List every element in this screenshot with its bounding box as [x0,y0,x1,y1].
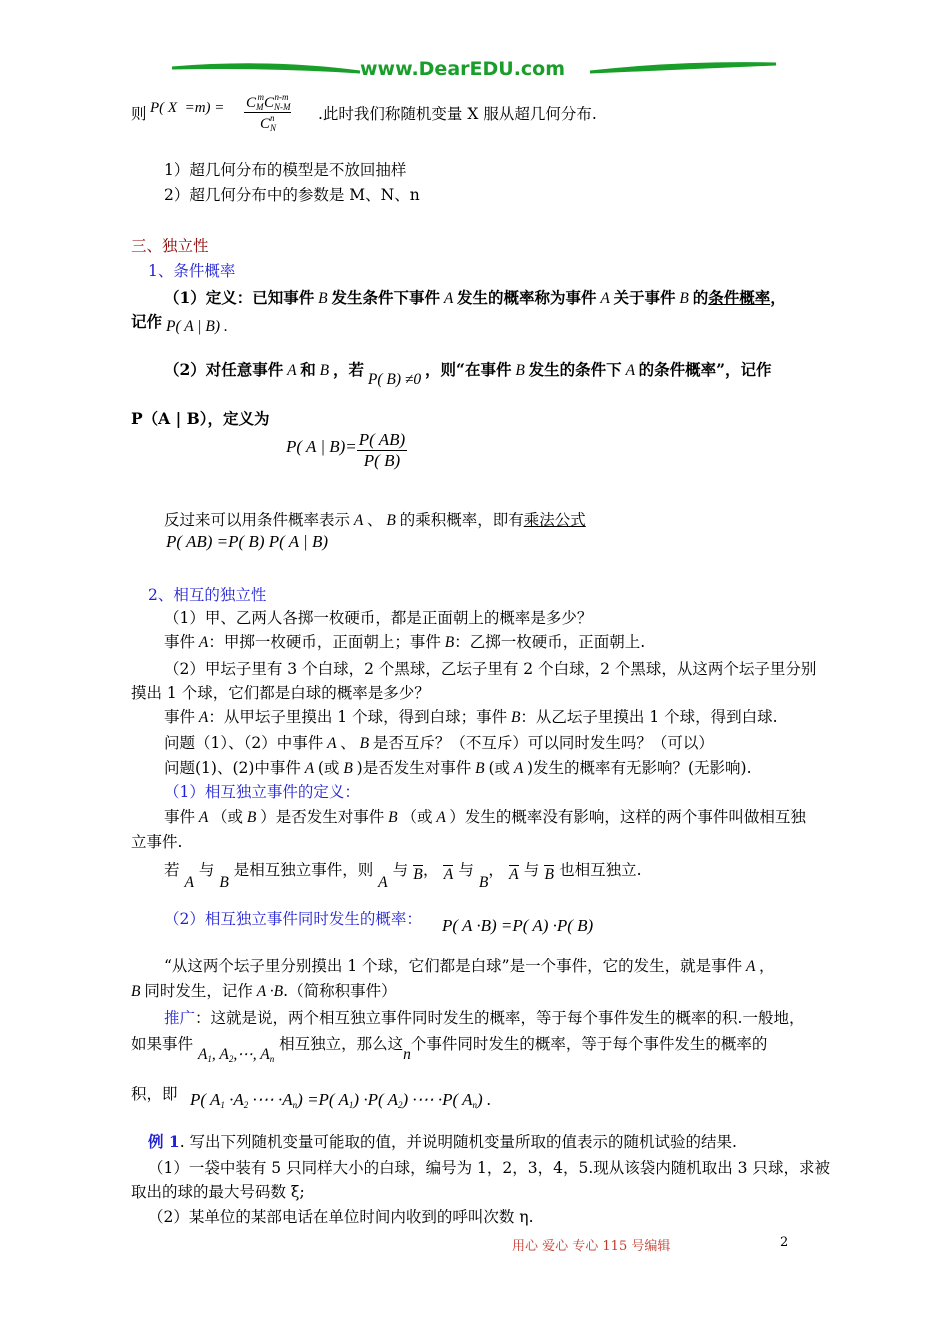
simul-title: （2）相互独立事件同时发生的概率： [164,910,422,928]
hyper-suffix: .此时我们称随机变量 X 服从超几何分布. [318,105,597,123]
sub2-title: 2、相互的独立性 [148,586,267,604]
hyper-line [131,96,147,123]
section3-title: 三、独立性 [131,237,209,255]
term-conditional-probability: 条件概率 [708,288,771,307]
def1-line2: 记作 [131,312,163,331]
cond-prob-formula: P( A | B)= $\frac{P( AB)}{P( B)}$ [286,430,406,470]
mult-formula: P( AB) =P( B) P( A | B) [166,532,329,551]
example-p2: （2）某单位的某部电话在单位时间内收到的呼叫次数 η. [148,1208,534,1226]
def1-formula: P( A | B) . [166,318,228,335]
q1-events: 事件 A：甲掷一枚硬币，正面朝上；事件 B：乙掷一枚硬币，正面朝上. [164,633,646,651]
quote-line1: “从这两个坛子里分别摸出 1 个球，它们都是白球”是一个事件，它的发生，就是事件 A ， [164,957,775,975]
sub1-title: 1、条件概率 [148,262,236,280]
example-p1: （1）一袋中装有 5 只同样大小的白球，编号为 1，2，3，4，5.现从该袋内随机取出 3 只球，求被 [148,1159,830,1177]
ruo-line: 若 A 与 B 是相互独立事件，则 A 与 B， A 与 B， A 与 B 也相互独立. [164,861,642,891]
indep-def: 事件 A （或 B ）是否发生对事件 B （或 A ）发生的概率没有影响，这样的两个事件叫做相互独 [164,808,806,826]
logo-text: www.DearEDU.com [360,58,566,80]
footer-motto: 用心 爱心 专心 115 号编辑 [512,1239,671,1254]
hyper-formula: P( X =m) = [150,100,225,116]
hyper-prefix: 则 [131,105,147,123]
gen-formula: P( $A_1 \cdot A_2$ ·⋯ $\cdot A_n) =P$( $A_1) \cdot P$( $A_2$) ·⋯ ·P( $A_n$) . [190,1090,492,1110]
gen-line3: 积，即 [131,1085,178,1103]
q2-events: 事件 A：从甲坛子里摸出 1 个球，得到白球；事件 B：从乙坛子里摸出 1 个球，得到白球. [164,708,778,726]
simul-formula: P( A ·B) =P( A) ·P( B) [442,916,594,935]
question-2: （2）甲坛子里有 3 个白球，2 个黑球，乙坛子里有 2 个白球，2 个黑球，从这两个坛子里分别 [164,660,817,678]
question-1: （1）甲、乙两人各掷一枚硬币，都是正面朝上的概率是多少？ [164,609,593,627]
term-multiplication-formula: 乘法公式 [523,511,586,529]
page-number: 2 [780,1235,789,1250]
def1-line1: （1）定义：已知事件 B 发生条件下事件 A 发生的概率称为事件 A 关于事件 B 的条件概率， [164,288,786,307]
example-label: 例 1 [148,1132,180,1151]
indep-def-title: （1）相互独立事件的定义： [164,783,360,801]
ask-1: 问题（1）、（2）中事件 A 、 B 是否互斥？（不互斥）可以同时发生吗？（可以） [164,734,714,752]
hyper-fraction: $\frac{C_M^mC_{N-M}^{n-m}}{C_N^n}$ [246,92,291,133]
def2-line1: （2）对任意事件 A 和 B ，若 P( B) ≠0 ，则“在事件 B 发生的条件下 A 的条件概率”，记作 [164,360,772,388]
quote-line2: B 同时发生，记作 A ·B.（简称积事件） [131,982,397,1000]
question-2-line2: 摸出 1 个球，它们都是白球的概率是多少？ [131,684,430,702]
gen-line2: 如果事件 $A_1$, $A_2,\cdots$, $A_n$ 相互独立，那么这n个事件同时发生的概率，等于每个事件发生的概率的 [131,1035,768,1064]
example-p1-line2: 取出的球的最大号码数 ξ; [131,1183,305,1201]
header-logo [170,56,780,86]
hyper-note2: 2）超几何分布中的参数是 M、N、n [164,186,420,204]
mult-line: 反过来可以用条件概率表示 A 、 B 的乘积概率，即有乘法公式 [164,511,586,529]
hyper-note1: 1）超几何分布的模型是不放回抽样 [164,161,407,179]
indep-def-line2: 立事件. [131,833,183,851]
gen-label: 推广 [164,1009,196,1027]
gen-line1: 推广：这就是说，两个相互独立事件同时发生的概率，等于每个事件发生的概率的积.一般地， [164,1009,805,1027]
def2-line2: P（A | B），定义为 [131,409,270,428]
ask-2: 问题(1)、(2)中事件 A (或 B )是否发生对事件 B (或 A )发生的概率有无影响？(无影响). [164,759,752,777]
example-1: 例 1. 写出下列随机变量可能取的值，并说明随机变量所取的值表示的随机试验的结果. [148,1132,737,1151]
